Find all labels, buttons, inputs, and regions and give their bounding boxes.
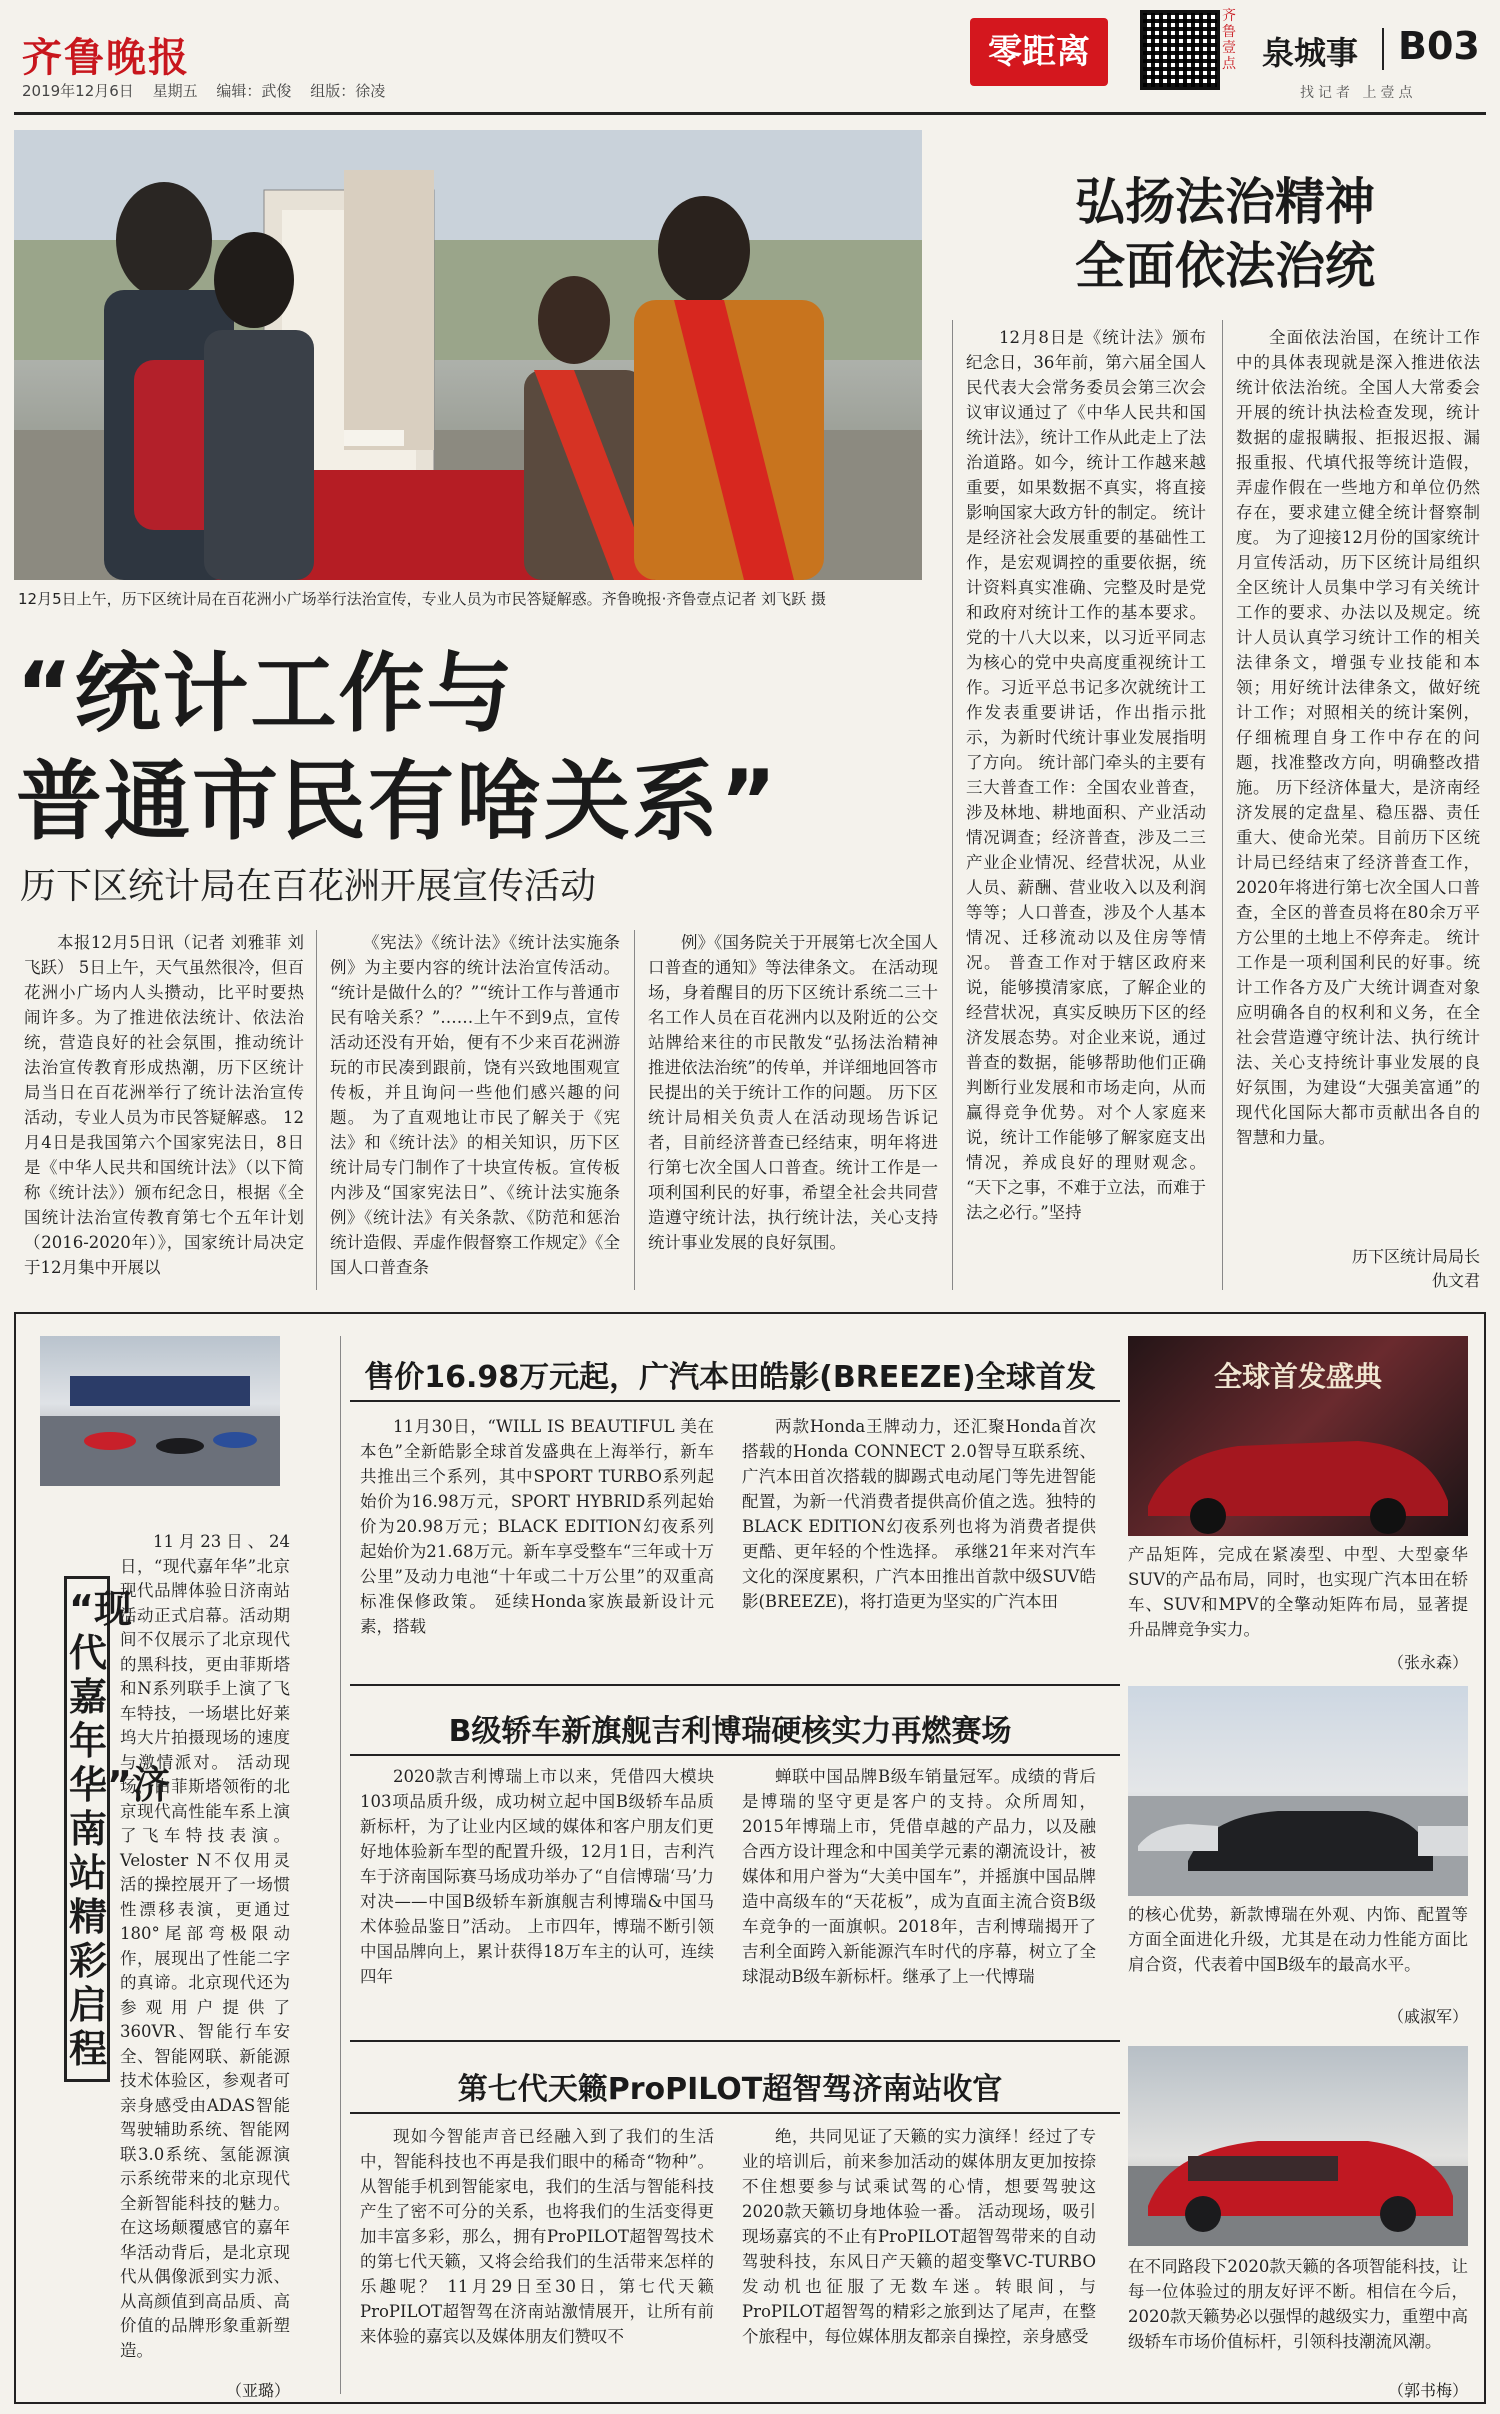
page-number: B03 bbox=[1398, 24, 1480, 68]
hyundai-photo bbox=[40, 1336, 280, 1486]
masthead-rule bbox=[14, 112, 1486, 115]
story2-rule bbox=[350, 1754, 1120, 1756]
story3-rule bbox=[350, 2112, 1120, 2114]
column-divider bbox=[634, 930, 635, 1290]
hyundai-side-title: “现代嘉年华”济南站精彩启程 bbox=[64, 1576, 110, 2082]
photo-illustration bbox=[14, 130, 922, 580]
layout-name: 组版：徐凌 bbox=[310, 82, 386, 100]
geely-photo bbox=[1128, 1686, 1468, 1896]
story1-column-b bbox=[742, 1414, 1096, 1614]
hyundai-photo-illustration bbox=[40, 1336, 280, 1486]
story3-column-c-text: 在不同路段下2020款天籁的各项智能科技，让每一位体验过的朋友好评不断。相信在今后，2020款天籁势必以强悍的越级实力，重塑中高级轿车市场价值标杆，引领科技潮流风潮。 bbox=[1128, 2257, 1468, 2351]
article-column-4 bbox=[966, 325, 1206, 1290]
geely-photo-illustration bbox=[1128, 1686, 1468, 1896]
article-column-5-text: 全面依法治国，在统计工作中的具体表现就是深入推进依法统计依法治统。全国人大常委会开展的统计执法检查发现，统计数据的虚报瞒报、拒报迟报、漏报重报、代填代报等统计造假，弄虚作假在一些地方和单位仍然存在，要求建立健全统计督察制度。 为了迎接12月份的国家统计月宣传活动，历下区统计局组织全区统计人员集中学习有关统计工作的要求、办法以及规定。统计人员认真学习统计工作的相关法律条文，增强专业技能和本领；用好统计法律条文，做好统计工作；对照相关的统计案例，仔细梳理自身工作中存在的问题，找准整改方向，明确整改措施。 历下经济体量大，是济南经济发展的定盘星、稳压器、责任重大、使命光荣。目前历下区统计局已经结束了经济普查工作，2020年将进行第七次全国人口普查，全区的普查员将在80余万平方公里的土地上不停奔走。 统计工作是一项利国利民的好事。统计工作各方及广大统计调查对象应明确各自的权利和义务，在全社会营造遵守统计法、执行统计法、关心支持统计事业发展的良好氛围，为建设“大强美富通”的现代化国际大都市贡献出各自的智慧和力量。 bbox=[1236, 328, 1480, 1147]
hyundai-credit: （亚璐） bbox=[225, 2381, 290, 2400]
story3-column-c bbox=[1128, 2254, 1468, 2374]
masthead-divider bbox=[1382, 28, 1384, 70]
article-column-3 bbox=[648, 930, 938, 1290]
column-divider bbox=[340, 1336, 341, 2394]
editor-name: 编辑：武俊 bbox=[216, 82, 292, 100]
article-column-2 bbox=[330, 930, 620, 1290]
story2-credit: （戚淑军） bbox=[1387, 2007, 1468, 2026]
teana-photo bbox=[1128, 2046, 1468, 2246]
story1-column-a-text: 11月30日，“WILL IS BEAUTIFUL 美在本色”全新皓影全球首发盛典在上海举行，新车共推出三个系列，其中SPORT TURBO系列起始价为16.98万元，SPORT HYBRID系列起始价为20.98万元；BLACK EDITION幻夜系列起始价为21.68万元。新车享受整车“三年或十万公里”及动力电池“十年或二十万公里”的双重高标准保修政策。 延续Honda家族最新设计元素，搭载 bbox=[360, 1417, 714, 1636]
qr-code-icon[interactable] bbox=[1140, 10, 1220, 90]
article-column-3-text: 例》《国务院关于开展第七次全国人口普查的通知》等法律条文。 在活动现场，身着醒目的历下区统计系统二三十名工作人员在百花洲内以及附近的公交站牌给来往的市民散发“弘扬法治精神 推进依法治统”的传单，并详细地回答市民提出的关于统计工作的问题。 历下区统计局相关负责人在活动现场告诉记者，目前经济普查已经结束，明年将进行第七次全国人口普查。统计工作是一项利国利民的好事，希望全社会共同营造遵守统计法，执行统计法，关心支持统计事业发展的良好氛围。 bbox=[648, 933, 938, 1252]
article-column-1-text: 本报12月5日讯（记者 刘雅菲 刘飞跃） 5日上午，天气虽然很冷，但百花洲小广场内人头攒动，比平时要热闹许多。为了推进依法统计、依法治统，营造良好的社会氛围，推动统计法治宣传教育形成热潮，历下区统计局当日在百花洲举行了统计法治宣传活动，专业人员为市民答疑解惑。 12月4日是我国第六个国家宪法日，8日是《中华人民共和国统计法》（以下简称《统计法》）颁布纪念日，根据《全国统计法治宣传教育第七个五年计划（2016-2020年）》，国家统计局决定于12月集中开展以 bbox=[24, 933, 304, 1277]
column-divider bbox=[952, 320, 953, 1290]
article-column-2-text: 《宪法》《统计法》《统计法实施条例》为主要内容的统计法治宣传活动。 “统计是做什么的？”“统计工作与普通市民有啥关系？”……上午不到9点，宣传活动还没有开始，便有不少来百花洲游玩的市民凑到跟前，饶有兴致地围观宣传板，并且询问一些他们感兴趣的问题。 为了直观地让市民了解关于《宪法》和《统计法》的相关知识，历下区统计局专门制作了十块宣传板。宣传板内涉及“国家宪法日”、《统计法实施条例》《统计法》有关条款、《防范和惩治统计造假、弄虚作假督察工作规定》《全国人口普查条 bbox=[330, 933, 620, 1277]
story1-column-b-text: 两款Honda王牌动力，还汇聚Honda首次搭载的Honda CONNECT 2.0智导互联系统、广汽本田首次搭载的脚踢式电动尾门等先进智能配置，为新一代消费者提供高价值之选。独特的BLACK EDITION幻夜系列也将为消费者提供更酷、更年轻的个性选择。 承继21年来对汽车文化的深度累积，广汽本田推出首款中级SUV皓影(BREEZE)，将打造更为坚实的广汽本田 bbox=[742, 1417, 1096, 1611]
story2-column-a bbox=[360, 1764, 714, 2014]
side-headline bbox=[990, 170, 1460, 298]
masthead-logo: 齐鲁晚报 bbox=[22, 34, 190, 81]
story3-column-b bbox=[742, 2124, 1096, 2399]
top-story-photo bbox=[14, 130, 922, 580]
story3-column-a-text: 现如今智能声音已经融入到了我们的生活中，智能科技也不再是我们眼中的稀奇“物种”。从智能手机到智能家电，我们的生活与智能科技产生了密不可分的关系，也将我们的生活变得更加丰富多彩，那么，拥有ProPILOT超智驾技术的第七代天籁，又将会给我们的生活带来怎样的乐趣呢？ 11月29日至30日，第七代天籁ProPILOT超智驾在济南站激情展开，让所有前来体验的嘉宾以及媒体朋友们赞叹不 bbox=[360, 2127, 714, 2346]
story3-column-a bbox=[360, 2124, 714, 2399]
hyundai-article-top bbox=[120, 1530, 290, 2360]
story2-column-c-text: 的核心优势，新款博瑞在外观、内饰、配置等方面全面进化升级，尤其是在动力性能方面比肩合资，代表着中国B级车的最高水平。 bbox=[1128, 1905, 1468, 1974]
main-headline bbox=[16, 640, 936, 856]
story2-column-a-text: 2020款吉利博瑞上市以来，凭借四大模块103项品质升级，成功树立起中国B级轿车品质新标杆，为了让业内区域的媒体和客户朋友们更好地体验新车型的配置升级，12月1日，吉利汽车于济南国际赛马场成功举办了“自信博瑞‘马’力对决——中国B级轿车新旗舰吉利博瑞&中国马术体验品鉴日”活动。 上市四年，博瑞不断引领中国品牌向上，累计获得18万车主的认可，连续四年 bbox=[360, 1767, 714, 1986]
masthead-meta bbox=[22, 80, 399, 101]
zero-distance-badge: 零距离 bbox=[970, 18, 1108, 86]
column-divider bbox=[316, 930, 317, 1290]
article-column-4-text: 12月8日是《统计法》颁布纪念日，36年前，第六届全国人民代表大会常务委员会第三次会议审议通过了《中华人民共和国统计法》，统计工作从此走上了法治道路。如今，统计工作越来越重要，如果数据不真实，将直接影响国家大政方针的制定。 统计是经济社会发展重要的基础性工作，是宏观调控的重要依据，统计资料真实准确、完整及时是党和政府对统计工作的基本要求。党的十八大以来，以习近平同志为核心的党中央高度重视统计工作。习近平总书记多次就统计工作发表重要讲话，作出指示批示，为新时代统计事业发展指明了方向。 统计部门牵头的主要有三大普查工作：全国农业普查，涉及林地、耕地面积、产业活动情况调查；经济普查，涉及二三产业企业情况、经营状况，从业人员、薪酬、营业收入以及利润等等；人口普查，涉及个人基本情况、迁移流动以及住房等情况。 普查工作对于辖区政府来说，能够摸清家底，了解企业的经营状况，真实反映历下区的经济发展态势。对企业来说，通过普查的数据，能够帮助他们正确判断行业发展和市场走向，从而赢得竞争优势。对个人家庭来说，统计工作能够了解家庭支出情况，养成良好的理财观念。 “天下之事，不难于立法，而难于法之必行。”坚持 bbox=[966, 328, 1206, 1222]
story2-column-c bbox=[1128, 1902, 1468, 2012]
story1-rule bbox=[350, 1400, 1120, 1402]
article-column-5 bbox=[1236, 325, 1480, 1245]
story2-column-b-text: 蝉联中国品牌B级车销量冠军。成绩的背后是博瑞的坚守更是客户的支持。众所周知，2015年博瑞上市，凭借卓越的产品力，以及融合西方设计理念和中国美学元素的潮流设计，被媒体和用户誉为“大美中国车”，并摇旗中国品牌造中高级车的“天花板”，成为直面主流合资B级车竞争的一面旗帜。2018年，吉利博瑞揭开了吉利全面跨入新能源汽车时代的序幕，树立了全球混动B级车新标杆。继承了上一代博瑞 bbox=[742, 1767, 1096, 1986]
main-headline-line2: 普通市民有啥关系” bbox=[16, 752, 779, 852]
story1-column-c bbox=[1128, 1542, 1468, 1652]
story2-rule-top bbox=[350, 1684, 1120, 1686]
side-headline-line2: 全面依法治统 bbox=[1075, 237, 1375, 295]
story1-column-c-text: 产品矩阵，完成在紧凑型、中型、大型豪华SUV的产品布局，同时，也实现广汽本田在轿车、SUV和MPV的全擎动矩阵布局，显著提升品牌竞争实力。 bbox=[1128, 1545, 1468, 1639]
issue-weekday: 星期五 bbox=[152, 82, 198, 100]
story1-credit: （张永森） bbox=[1387, 1653, 1468, 1672]
photo-caption: 12月5日上午，历下区统计局在百花洲小广场举行法治宣传，专业人员为市民答疑解惑。齐鲁晚报·齐鲁壹点记者 刘飞跃 摄 bbox=[18, 590, 826, 608]
article-column-1 bbox=[24, 930, 304, 1290]
qr-code-tag: 齐鲁壹点 bbox=[1222, 8, 1236, 72]
story3-rule-top bbox=[350, 2040, 1120, 2042]
main-headline-line1: “统计工作与 bbox=[16, 644, 515, 744]
honda-photo-banner: 全球首发盛典 bbox=[1213, 1360, 1383, 1393]
honda-photo-illustration bbox=[1128, 1336, 1468, 1536]
story1-headline: 售价16.98万元起，广汽本田皓影(BREEZE)全球首发 bbox=[364, 1360, 1096, 1395]
story3-headline: 第七代天籁ProPILOT超智驾济南站收官 bbox=[457, 2072, 1003, 2107]
side-headline-line1: 弘扬法治精神 bbox=[1075, 173, 1375, 231]
story3-column-b-text: 绝，共同见证了天籁的实力演绎！经过了专业的培训后，前来参加活动的媒体朋友更加按捺不住想要参与试乘试驾的心情，想要驾驶这2020款天籁切身地体验一番。 活动现场，吸引现场嘉宾的不止有ProPILOT超智驾带来的自动驾驶科技，东风日产天籁的超变擎VC-TURBO发动机也征服了无数车迷。转眼间，与ProPILOT超智驾的精彩之旅到达了尾声，在整个旅程中，每位媒体朋友都亲自操控，亲身感受 bbox=[742, 2127, 1096, 2346]
story2-column-b bbox=[742, 1764, 1096, 2014]
hyundai-article-text: 11月23日、24日，“现代嘉年华”北京现代品牌体验日济南站活动正式启幕。活动期间不仅展示了北京现代的黑科技，更由菲斯塔和N系列联手上演了飞车特技，一场堪比好莱坞大片拍摄现场的速度与激情派对。 活动现场，由菲斯塔领衔的北京现代高性能车系上演了飞车特技表演。Veloster N不仅用灵活的操控展开了一场惯性漂移表演，更通过180°尾部弯极限动作，展现出了性能二字的真谛。北京现代还为参观用户提供了360VR、智能行车安全、智能网联、新能源技术体验区，参观者可亲身感受由ADAS智能驾驶辅助系统、智能网联3.0系统、氢能源演示系统带来的北京现代全新智能科技的魅力。在这场颠覆感官的嘉年华活动背后，是北京现代从偶像派到实力派、从高颜值到高品质、高价值的品牌形象重新塑造。 bbox=[120, 1532, 290, 2360]
author-name: 仇文君 bbox=[1431, 1271, 1480, 1290]
teana-photo-illustration bbox=[1128, 2046, 1468, 2246]
column-divider bbox=[1222, 320, 1223, 1290]
section-name: 泉城事 bbox=[1262, 34, 1359, 72]
masthead-credit: 找记者 上壹点 bbox=[1300, 85, 1417, 101]
author-title: 历下区统计局局长 bbox=[1351, 1247, 1480, 1266]
story1-column-a bbox=[360, 1414, 714, 1636]
story3-credit: （郭书梅） bbox=[1387, 2381, 1468, 2400]
sub-headline: 历下区统计局在百花洲开展宣传活动 bbox=[20, 866, 597, 907]
honda-photo bbox=[1128, 1336, 1468, 1536]
story2-headline: B级轿车新旗舰吉利博瑞硬核实力再燃赛场 bbox=[448, 1714, 1012, 1749]
issue-date: 2019年12月6日 bbox=[22, 82, 134, 100]
